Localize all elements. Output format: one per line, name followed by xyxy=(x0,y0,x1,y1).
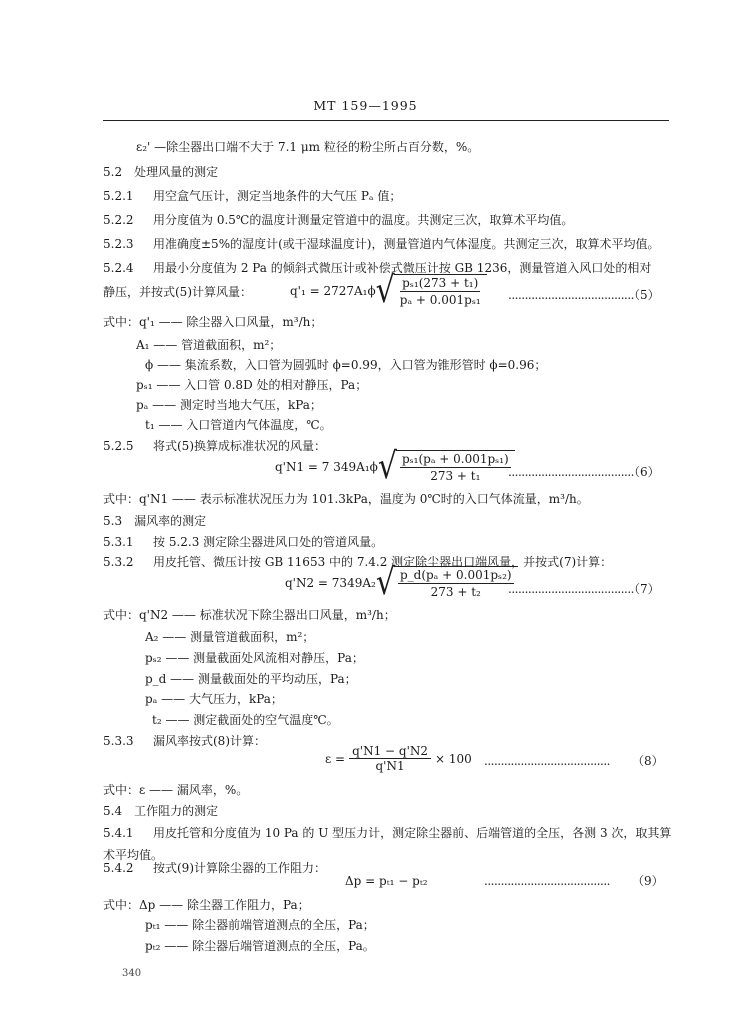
where-5-4: pₛ₁ —— 入口管 0.8D 处的相对静压，Pa； xyxy=(136,378,368,392)
clause-number: 5.2.5 xyxy=(103,439,134,453)
formula-lhs: q'₁ = 2727A₁ϕ xyxy=(290,284,376,298)
leader-dots: ...................................... xyxy=(508,582,634,596)
clause-number: 5.3.2 xyxy=(103,555,134,569)
where-7-1: 式中：q'N2 —— 标准状况下除尘器出口风量，m³/h； xyxy=(103,608,396,622)
equation-number-6: （6） xyxy=(628,465,660,479)
section-5-2: 5.2 处理风量的测定 xyxy=(103,165,219,179)
section-5-3: 5.3 漏风率的测定 xyxy=(103,514,207,528)
equation-number-5: （5） xyxy=(628,288,660,302)
where-7-2: A₂ —— 测量管道截面积，m²； xyxy=(145,630,315,644)
clause-number: 5.2.2 xyxy=(103,213,134,227)
clause-text: 用空盒气压计，测定当地条件的大气压 Pₐ 值； xyxy=(153,189,402,203)
formula-lhs: ε = xyxy=(325,751,346,766)
where-7-4: p_d —— 测量截面处的平均动压，Pa； xyxy=(145,672,357,686)
clause-5-3-3 xyxy=(103,732,266,749)
formula-7 xyxy=(285,561,518,604)
header-rule xyxy=(103,120,669,121)
where-8-1: 式中：ε —— 漏风率，%。 xyxy=(103,783,249,797)
where-6-1: 式中：q'N1 —— 表示标准状况压力为 101.3kPa，温度为 0℃时的入口气体流量，m³/h。 xyxy=(103,492,589,506)
clause-5-4-2 xyxy=(103,859,326,876)
page-number: 340 xyxy=(122,968,142,979)
formula-5 xyxy=(290,269,487,312)
line-e2: ε₂' —除尘器出口端不大于 7.1 μm 粒径的粉尘所占百分数，%。 xyxy=(136,140,480,154)
formula-denominator: pₐ + 0.001pₛ₁ xyxy=(399,293,481,307)
where-7-6: t₂ —— 测定截面处的空气温度℃。 xyxy=(152,713,339,727)
where-9-2: pₜ₁ —— 除尘器前端管道测点的全压，Pa； xyxy=(145,918,375,932)
clause-number: 5.2.4 xyxy=(103,261,134,275)
clause-text: 用皮托管、微压计按 GB 11653 中的 7.4.2 测定除尘器出口端风量，并按式(7)计算： xyxy=(153,555,613,569)
where-9-1: 式中：Δp —— 除尘器工作阻力，Pa； xyxy=(103,898,310,912)
clause-text: 将式(5)换算成标准状况的风量： xyxy=(153,439,326,453)
clause-5-2-3 xyxy=(103,235,659,252)
sqrt-sign: √ xyxy=(377,445,397,488)
clause-5-2-2 xyxy=(103,211,573,228)
where-9-3: pₜ₂ —— 除尘器后端管道测点的全压，Pa。 xyxy=(145,939,375,953)
formula-9: Δp = pₜ₁ − pₜ₂ xyxy=(345,874,428,888)
leader-dots: ...................................... xyxy=(508,288,634,302)
leader-dots: ...................................... xyxy=(508,465,634,479)
clause-text: 用皮托管和分度值为 10 Pa 的 U 型压力计，测定除尘器前、后端管道的全压，各测 3 次，取其算 xyxy=(153,826,672,840)
section-5-4: 5.4 工作阻力的测定 xyxy=(103,804,219,818)
clause-text: 用分度值为 0.5℃的温度计测量定管道中的温度。共测定三次，取算术平均值。 xyxy=(153,213,574,227)
sqrt-sign: √ xyxy=(375,269,395,312)
clause-number: 5.3.3 xyxy=(103,734,134,748)
equation-number-8: （8） xyxy=(632,754,664,768)
formula-rhs: × 100 xyxy=(435,751,472,766)
clause-text: 按式(9)计算除尘器的工作阻力： xyxy=(153,861,326,875)
leader-dots: ...................................... xyxy=(484,754,610,768)
formula-numerator: pₛ₁(pₐ + 0.001pₛ₁) xyxy=(401,452,509,466)
formula-denominator: q'N1 xyxy=(375,759,405,773)
clause-text: 按 5.2.3 测定除尘器进风口处的管道风量。 xyxy=(153,535,384,549)
where-5-1: 式中：q'₁ —— 除尘器入口风量，m³/h； xyxy=(103,315,323,329)
where-5-6: t₁ —— 入口管道内气体温度，℃。 xyxy=(145,418,332,432)
clause-number: 5.3.1 xyxy=(103,535,134,549)
clause-number: 5.2.3 xyxy=(103,237,134,251)
equation-number-7: （7） xyxy=(628,582,660,596)
formula-lhs: q'N1 = 7 349A₁ϕ xyxy=(275,460,378,474)
formula-denominator: 273 + t₂ xyxy=(430,585,481,599)
where-5-3: ϕ —— 集流系数，入口管为圆弧时 ϕ=0.99，入口管为锥形管时 ϕ=0.96； xyxy=(145,358,547,372)
where-5-2: A₁ —— 管道截面积，m²； xyxy=(136,338,282,352)
equation-number-9: （9） xyxy=(632,874,664,888)
clause-number: 5.4.2 xyxy=(103,861,134,875)
page-header: MT 159—1995 xyxy=(313,98,418,113)
formula-8 xyxy=(325,744,472,773)
clause-text: 用最小分度值为 2 Pa 的倾斜式微压计或补偿式微压计按 GB 1236，测量管道入风口处的相对 xyxy=(153,261,652,275)
formula-numerator: pₛ₁(273 + t₁) xyxy=(402,276,479,290)
clause-5-2-4-cont: 静压，并按式(5)计算风量： xyxy=(103,285,252,299)
formula-lhs: q'N2 = 7349A₂ xyxy=(285,576,376,590)
leader-dots: ...................................... xyxy=(484,874,610,888)
where-7-3: pₛ₂ —— 测量截面处风流相对静压，Pa； xyxy=(145,651,364,665)
where-5-5: pₐ —— 测定时当地大气压，kPa； xyxy=(136,398,322,412)
clause-5-4-1-cont: 术平均值。 xyxy=(103,848,164,862)
clause-number: 5.4.1 xyxy=(103,826,134,840)
formula-denominator: 273 + t₁ xyxy=(430,469,481,483)
clause-5-2-1 xyxy=(103,187,401,204)
formula-numerator: p_d(pₐ + 0.001pₛ₂) xyxy=(399,568,512,582)
sqrt-sign: √ xyxy=(375,561,395,604)
clause-5-4-1 xyxy=(103,824,671,841)
clause-number: 5.2.1 xyxy=(103,189,134,203)
clause-text: 漏风率按式(8)计算： xyxy=(153,734,266,748)
formula-numerator: q'N1 − q'N2 xyxy=(349,744,431,759)
clause-text: 用准确度±5%的湿度计(或干湿球温度计)，测量管道内气体湿度。共测定三次，取算术平均值。 xyxy=(153,237,660,251)
clause-5-3-1 xyxy=(103,533,383,550)
formula-6 xyxy=(275,445,515,488)
where-7-5: pₐ —— 大气压力，kPa； xyxy=(145,692,283,706)
